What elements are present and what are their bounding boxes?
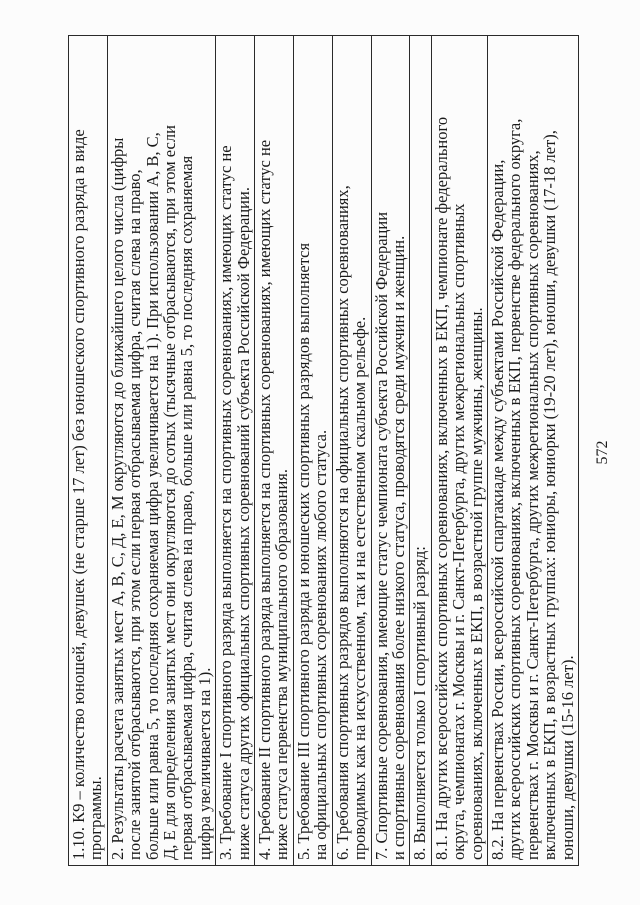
condition-row-8-1 (431, 36, 487, 866)
page-number: 572 (594, 440, 611, 465)
condition-cell (332, 36, 371, 866)
condition-text-line: больше или равна 5, то последняя сохраняемая цифра увеличивается на 1). При использовании А, В, С, (142, 132, 162, 860)
condition-row-6 (332, 36, 371, 866)
condition-row-1-10 (69, 36, 108, 866)
condition-text-line: 8.2. На первенствах России, всероссийской спартакиаде между субъектами Российской Федерации, (487, 159, 507, 860)
condition-text-line: других всероссийских спортивных соревнованиях, включенных в ЕКП, первенстве федерального округа, (505, 118, 525, 860)
conditions-table (68, 35, 579, 866)
condition-text-line: соревнованиях, включенных в ЕКП, в возрастной группе мужчины, женщины. (466, 307, 486, 860)
condition-cell (371, 36, 410, 866)
condition-text-line: программы. (86, 776, 106, 860)
condition-text-line: 5. Требование III спортивного разряда и юношеских спортивных разрядов выполняется (293, 242, 313, 860)
condition-text-line: ниже статуса других официальных спортивных соревнований субъекта Российской Федерации. (233, 187, 253, 860)
condition-cell (107, 36, 215, 866)
condition-text-line: ниже статуса первенства муниципального образования. (272, 469, 292, 860)
condition-text-line: 8. Выполняется только I спортивный разряд: (410, 546, 430, 860)
condition-cell (410, 36, 431, 866)
condition-text-line: Д, Е для определения занятых мест они округляются до сотых (тысячные отбрасываются, при этом если (160, 125, 180, 860)
condition-text-line: первая отбрасываемая цифра, считая слева на право, больше или равна 5, то последняя сохраняемая (177, 155, 197, 860)
condition-text-line: первенствах г. Москвы и г. Санкт-Петербурга, других межрегиональных спортивных соревнованиях, (522, 150, 542, 860)
condition-row-3 (216, 36, 255, 866)
condition-text-line: 8.1. На других всероссийских спортивных соревнованиях, включенных в ЕКП, чемпионате федерального (431, 116, 451, 860)
condition-cell (69, 36, 108, 866)
condition-text-line: 4. Требование II спортивного разряда выполняется на спортивных соревнованиях, имеющих статус не (255, 139, 275, 860)
condition-row-5 (293, 36, 332, 866)
condition-cell (431, 36, 487, 866)
condition-row-8 (410, 36, 431, 866)
condition-text-line: округа, чемпионатах г. Москвы и г. Санкт-Петербурга, других межрегиональных спортивных (449, 203, 469, 860)
condition-text-line: 3. Требование I спортивного разряда выполняется на спортивных соревнованиях, имеющих статус не (216, 145, 236, 860)
condition-text-line: на официальных спортивных соревнованиях любого статуса. (311, 429, 331, 860)
condition-text-line: 2. Результаты расчета занятых мест А, В, С, Д, Е, М округляются до ближайшего целого числа (цифры (107, 137, 127, 860)
condition-cell (293, 36, 332, 866)
condition-text-line: проводимых как на искусственном, так и на естественном скальном рельефе. (350, 316, 370, 860)
condition-row-7 (371, 36, 410, 866)
condition-row-2 (107, 36, 215, 866)
condition-text-line: 1.10. К9 – количество юношей, девушек (не старше 17 лет) без юношеского спортивного разряда в виде (69, 129, 88, 860)
condition-text-line: 7. Спортивные соревнования, имеющие статус чемпионата субъекта Российской Федерации (371, 211, 391, 860)
condition-cell (487, 36, 578, 866)
condition-text-line: и спортивные соревнования более низкого статуса, проводятся среди мужчин и женщин. (388, 235, 408, 860)
condition-text-line: цифра увеличивается на 1). (194, 667, 214, 860)
condition-cell (255, 36, 294, 866)
condition-text-line: 6. Требования спортивных разрядов выполняются на официальных спортивных соревнованиях, (332, 185, 352, 860)
condition-text-line: юноши, девушки (15-16 лет). (557, 655, 577, 860)
condition-text-line: после занятой отбрасываются, при этом если первая отбрасываемая цифра, считая слева на право, (125, 169, 145, 860)
condition-row-4 (255, 36, 294, 866)
condition-cell (216, 36, 255, 866)
condition-row-8-2 (487, 36, 578, 866)
condition-text-line: включенных в ЕКП, в возрастных группах: юниоры, юниорки (19-20 лет), юноши, девушки (17-18 лет), (540, 130, 560, 860)
